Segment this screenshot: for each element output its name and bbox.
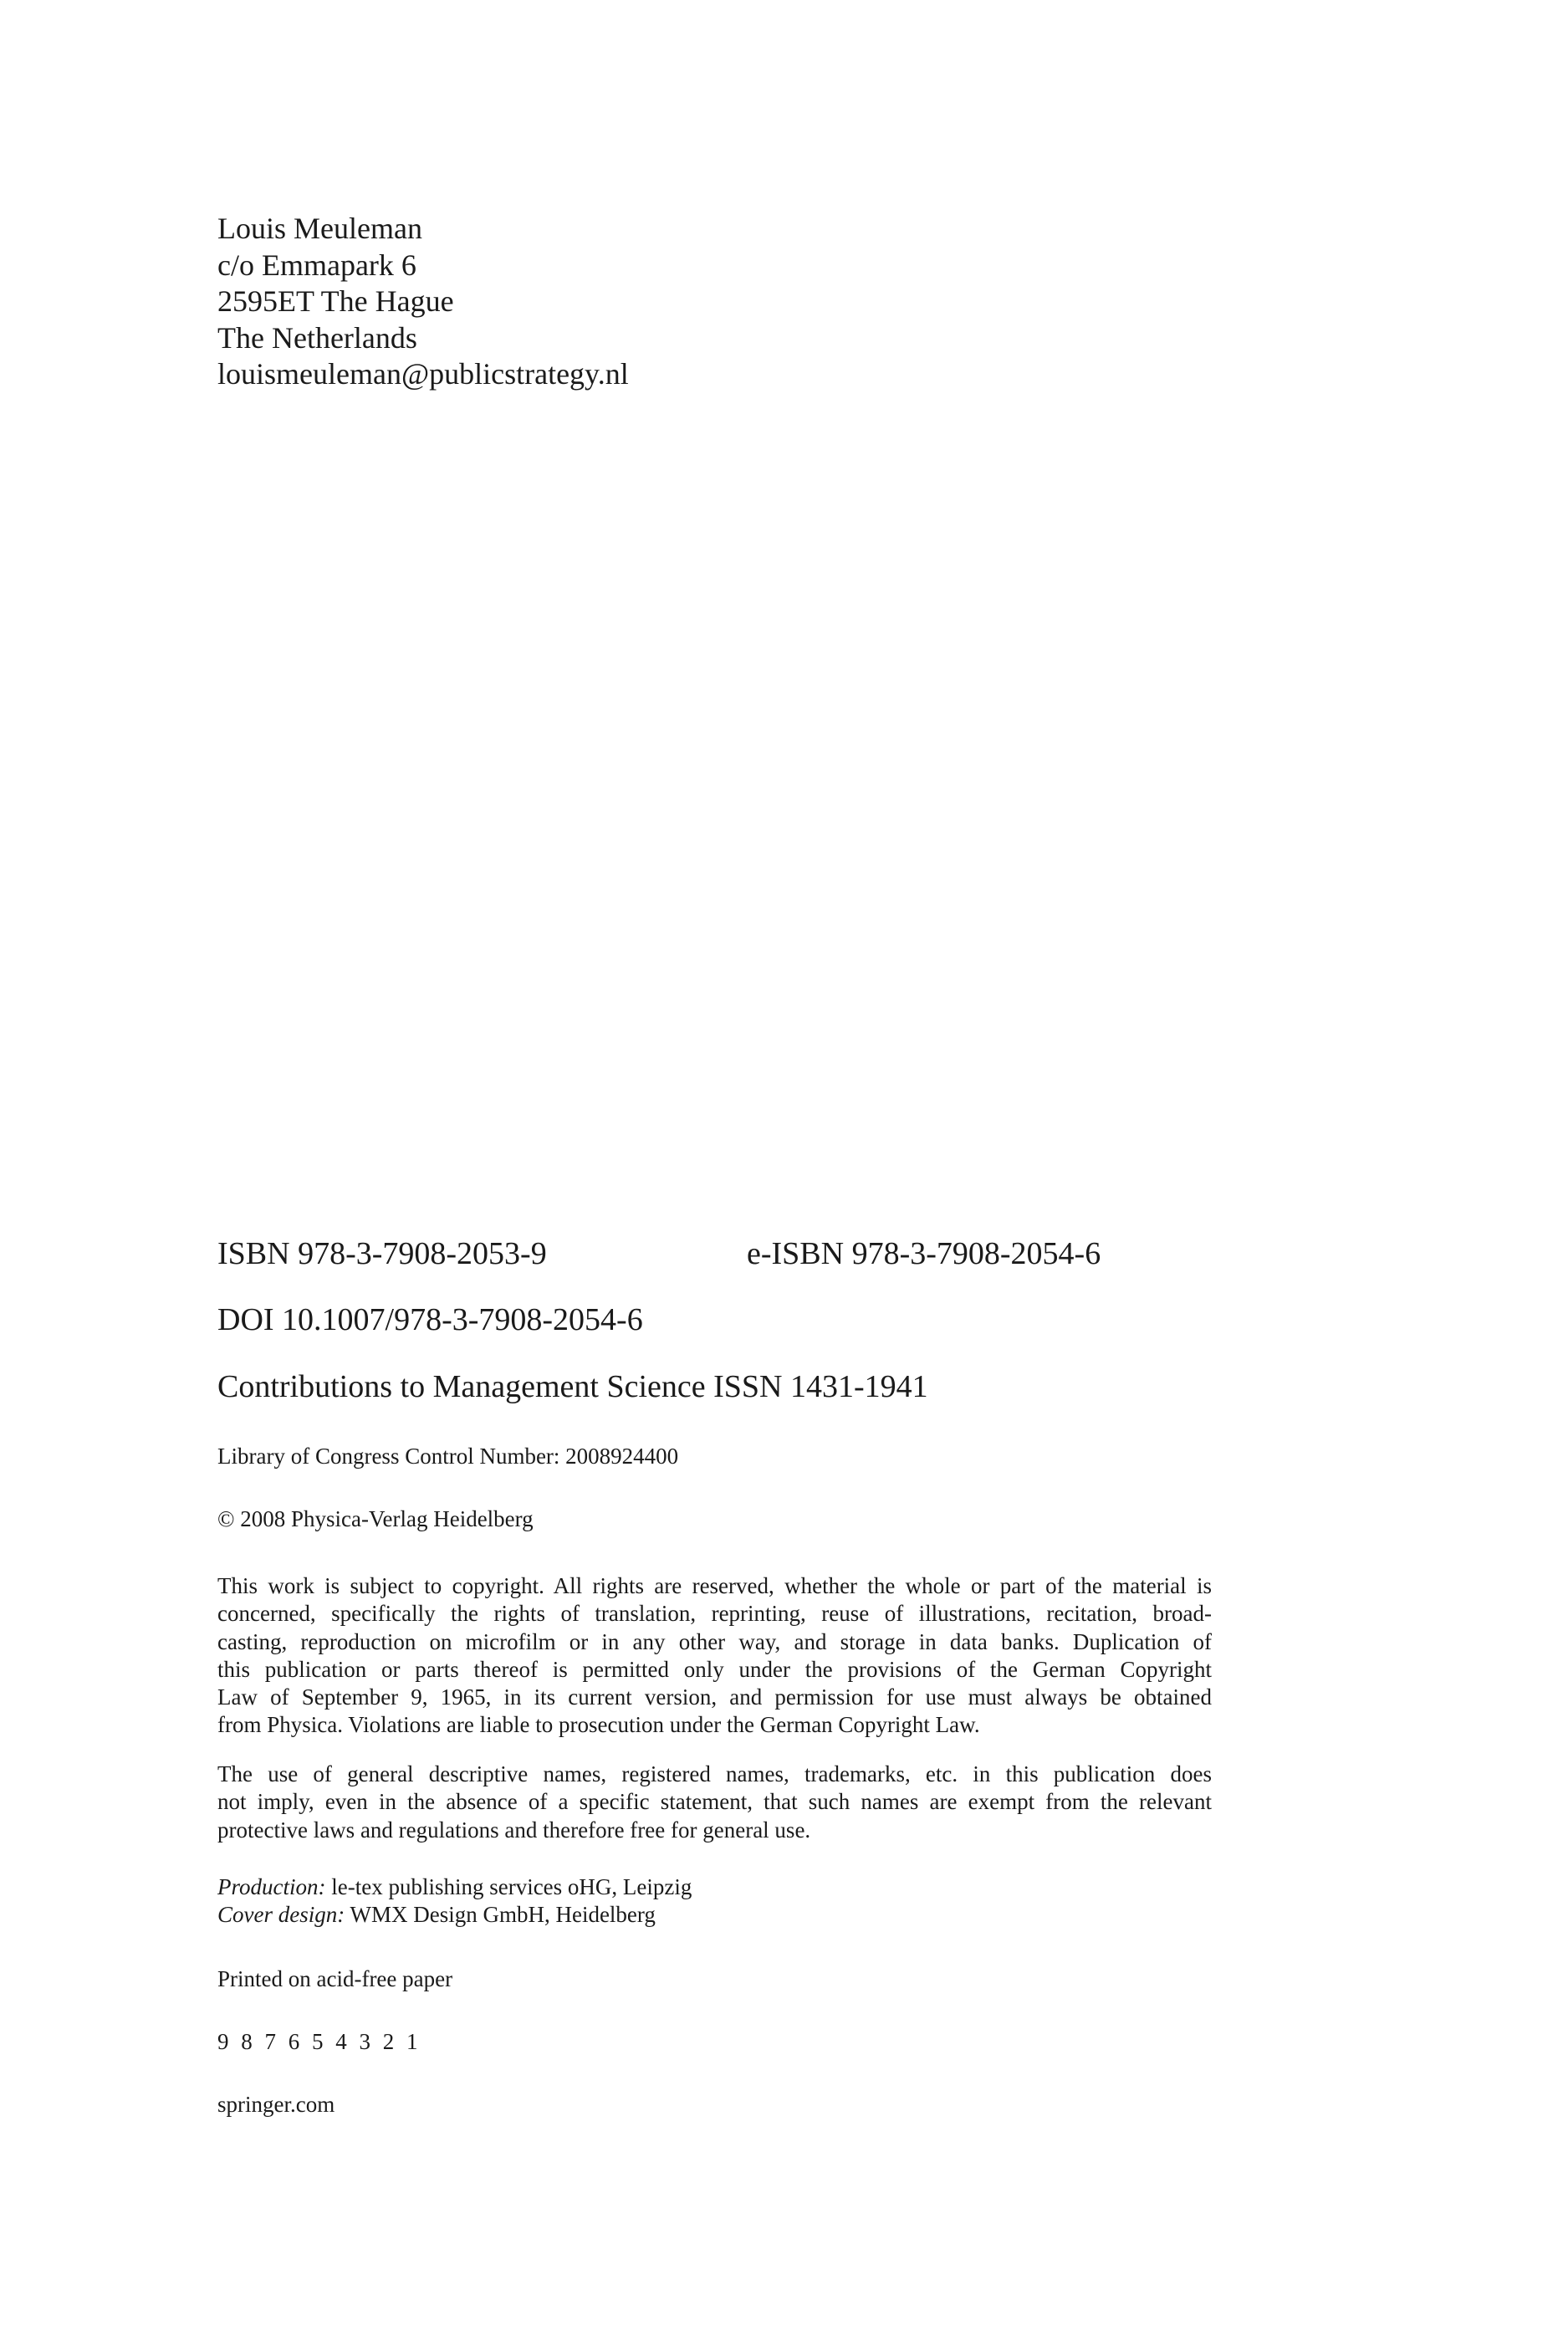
names-line: not imply, even in the absence of a specific statement, that such names are exempt from the relevant — [217, 1789, 1212, 1815]
publisher-website: springer.com — [217, 2092, 335, 2117]
paper-note: Printed on acid-free paper — [217, 1966, 453, 1991]
address-country: The Netherlands — [217, 320, 417, 355]
series-issn: Contributions to Management Science ISSN 1431-1941 — [217, 1369, 928, 1404]
production-label: Production: — [217, 1874, 326, 1899]
address-line-2: 2595ET The Hague — [217, 284, 454, 318]
production-credit — [217, 1873, 692, 1901]
rights-line: from Physica. Violations are liable to prosecution under the German Copyright Law. — [217, 1712, 980, 1738]
doi: DOI 10.1007/978-3-7908-2054-6 — [217, 1302, 643, 1337]
author-address — [217, 211, 629, 393]
names-paragraph — [217, 1761, 1212, 1844]
cover-design-value: WMX Design GmbH, Heidelberg — [345, 1902, 656, 1927]
rights-line: This work is subject to copyright. All rights are reserved, whether the whole or part of the material is — [217, 1573, 1212, 1598]
isbn: ISBN 978-3-7908-2053-9 — [217, 1236, 547, 1271]
production-credits — [217, 1873, 692, 1929]
address-line-1: c/o Emmapark 6 — [217, 248, 416, 282]
rights-line: this publication or parts thereof is permitted only under the provisions of the German Copyright — [217, 1656, 1212, 1682]
names-line: The use of general descriptive names, registered names, trademarks, etc. in this publication does — [217, 1761, 1212, 1786]
cover-design-label: Cover design: — [217, 1902, 345, 1927]
rights-paragraph — [217, 1572, 1212, 1740]
names-line: protective laws and regulations and therefore free for general use. — [217, 1817, 811, 1843]
print-line: 9 8 7 6 5 4 3 2 1 — [217, 2029, 421, 2054]
production-value: le-tex publishing services oHG, Leipzig — [325, 1874, 692, 1899]
e-isbn: e-ISBN 978-3-7908-2054-6 — [747, 1236, 1101, 1271]
author-name: Louis Meuleman — [217, 212, 422, 245]
author-email: louismeuleman@publicstrategy.nl — [217, 357, 629, 391]
rights-line: Law of September 9, 1965, in its current version, and permission for use must always be obtained — [217, 1684, 1212, 1710]
copyright-notice: © 2008 Physica-Verlag Heidelberg — [217, 1506, 534, 1531]
cover-design-credit — [217, 1901, 692, 1929]
library-of-congress-number: Library of Congress Control Number: 2008924400 — [217, 1444, 679, 1469]
rights-line: concerned, specifically the rights of translation, reprinting, reuse of illustrations, recitation, broad- — [217, 1601, 1212, 1627]
rights-line: casting, reproduction on microfilm or in any other way, and storage in data banks. Duplication of — [217, 1628, 1212, 1654]
